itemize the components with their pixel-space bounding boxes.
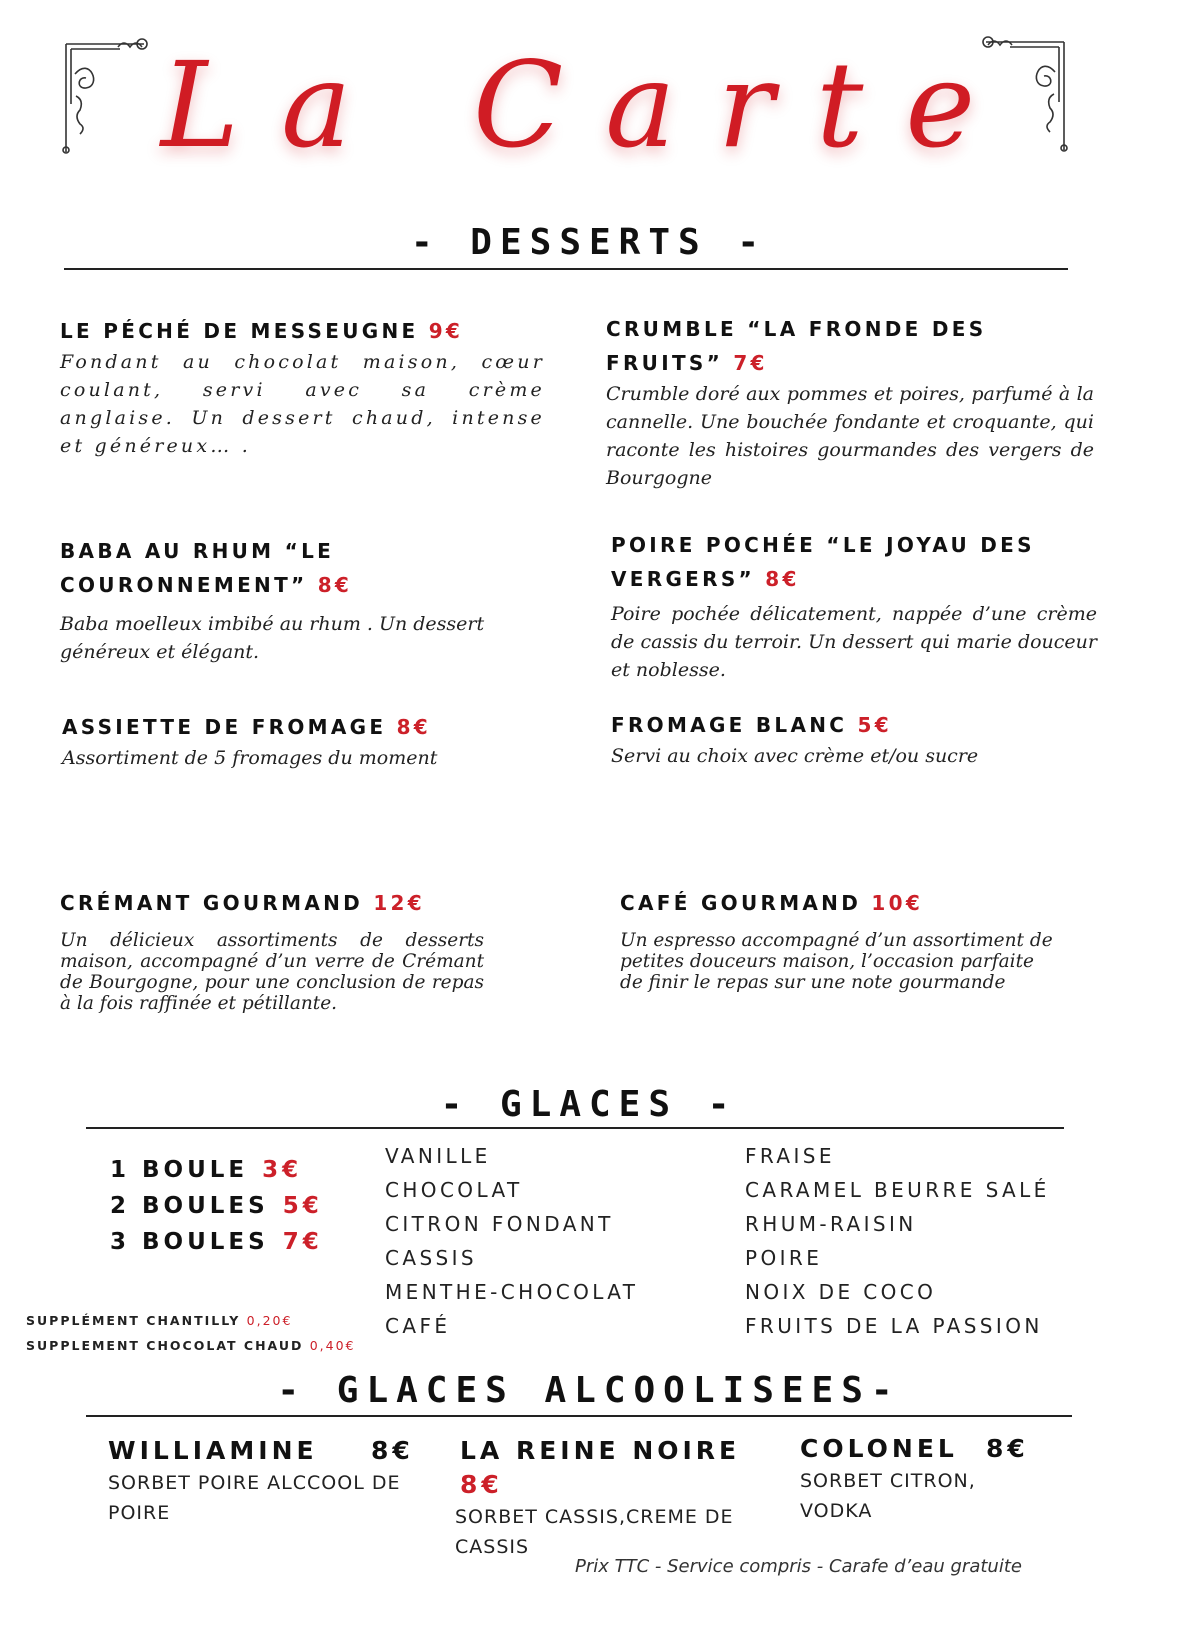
section-title-glaces: - GLACES - xyxy=(440,1084,738,1125)
flavor-item: CITRON FONDANT xyxy=(385,1212,614,1236)
alcohol-ice-price: 8€ xyxy=(986,1434,1029,1463)
boule-price: 5€ xyxy=(282,1193,323,1219)
dessert-name: CRÉMANT GOURMAND 12€ xyxy=(60,891,425,915)
alcohol-ice-name: COLONEL xyxy=(800,1434,958,1463)
flavor-item: FRAISE xyxy=(745,1144,835,1168)
alcohol-ice-item xyxy=(455,1434,760,1562)
supplement-list xyxy=(26,1308,356,1358)
flavor-item: NOIX DE COCO xyxy=(745,1280,937,1304)
alcohol-ice-price: 8€ xyxy=(371,1436,414,1465)
dessert-name: POIRE POCHÉE “LE JOYAU DES VERGERS” 8€ xyxy=(611,533,1035,591)
dessert-item xyxy=(62,710,542,772)
boule-option: 3 BOULES 7€ xyxy=(110,1224,323,1260)
flavor-item: FRUITS DE LA PASSION xyxy=(745,1314,1043,1338)
boule-price: 3€ xyxy=(262,1157,303,1183)
dessert-item xyxy=(60,886,484,1014)
alcohol-ice-name: LA REINE NOIRE 8€ xyxy=(460,1436,741,1499)
supplement-item: SUPPLÉMENT CHANTILLY 0,20€ xyxy=(26,1313,293,1328)
dessert-item xyxy=(620,886,1060,993)
dessert-item xyxy=(60,534,550,666)
flavor-list-left xyxy=(385,1139,638,1343)
dessert-name: CRUMBLE “LA FRONDE DES FRUITS” 7€ xyxy=(606,317,987,375)
alcohol-ice-item xyxy=(108,1434,414,1528)
alcohol-ice-price: 8€ xyxy=(460,1470,503,1499)
dessert-name: CAFÉ GOURMAND 10€ xyxy=(620,891,924,915)
page-title: La Carte xyxy=(160,36,1018,174)
dessert-price: 10€ xyxy=(871,891,924,915)
dessert-description: Un délicieux assortiments de desserts maison, accompagné d’un verre de Crémant de Bourgogne, pour une conclusion de repas à la fois raffinée et pétillante. xyxy=(60,930,484,1014)
dessert-description: Un espresso accompagné d’un assortiment de petites douceurs maison, l’occasion parfaite de finir le repas sur une note gourmande xyxy=(620,930,1053,993)
alcohol-ice-description: SORBET POIRE ALCCOOL DE POIRE xyxy=(108,1472,401,1524)
divider xyxy=(86,1127,1064,1129)
dessert-name: FROMAGE BLANC 5€ xyxy=(611,713,892,737)
dessert-item xyxy=(606,312,1094,492)
flavor-list-right xyxy=(745,1139,1050,1343)
dessert-item xyxy=(611,708,1097,770)
dessert-name: ASSIETTE DE FROMAGE 8€ xyxy=(62,715,432,739)
dessert-price: 8€ xyxy=(765,567,800,591)
dessert-description: Servi au choix avec crème et/ou sucre xyxy=(611,745,979,767)
dessert-description: Fondant au chocolat maison, cœur coulant, servi avec sa crème anglaise. Un dessert chaud, intense et généreux… . xyxy=(60,351,545,457)
flavor-item: CHOCOLAT xyxy=(385,1178,523,1202)
dessert-price: 12€ xyxy=(373,891,425,915)
dessert-price: 8€ xyxy=(396,715,432,739)
dessert-description: Baba moelleux imbibé au rhum . Un dessert généreux et élégant. xyxy=(60,613,485,663)
footer-note: Prix TTC - Service compris - Carafe d’eau gratuite xyxy=(575,1556,1022,1577)
flavor-item: CASSIS xyxy=(385,1246,478,1270)
boule-option: 2 BOULES 5€ xyxy=(110,1188,323,1224)
dessert-price: 8€ xyxy=(317,573,353,597)
alcohol-ice-name: WILLIAMINE xyxy=(108,1436,318,1465)
flavor-item: CAFÉ xyxy=(385,1314,451,1338)
flavor-item: VANILLE xyxy=(385,1144,491,1168)
divider xyxy=(86,1415,1072,1417)
flavor-item: CARAMEL BEURRE SALÉ xyxy=(745,1178,1050,1202)
alcohol-ice-description: SORBET CASSIS,CREME DE CASSIS xyxy=(455,1506,734,1558)
section-title-glaces-alcoolisees: - GLACES ALCOOLISEES- xyxy=(277,1370,901,1411)
dessert-description: Crumble doré aux pommes et poires, parfumé à la cannelle. Une bouchée fondante et croquante, qui raconte les histoires gourmandes des vergers de Bourgogne xyxy=(606,383,1094,489)
flavor-item: MENTHE-CHOCOLAT xyxy=(385,1280,639,1304)
dessert-price: 7€ xyxy=(733,351,768,375)
dessert-item xyxy=(611,528,1097,684)
section-title-desserts: - DESSERTS - xyxy=(410,222,768,263)
dessert-name: LE PÉCHÉ DE MESSEUGNE 9€ xyxy=(60,319,464,343)
dessert-name: BABA AU RHUM “LE COURONNEMENT” 8€ xyxy=(60,539,353,597)
divider xyxy=(64,268,1068,270)
boule-price: 7€ xyxy=(282,1229,323,1255)
dessert-item xyxy=(60,314,545,460)
flavor-item: POIRE xyxy=(745,1246,823,1270)
supplement-price: 0,40€ xyxy=(309,1338,356,1353)
dessert-price: 5€ xyxy=(857,713,892,737)
dessert-description: Poire pochée délicatement, nappée d’une crème de cassis du terroir. Un dessert qui marie douceur et noblesse. xyxy=(611,603,1097,681)
alcohol-ice-item xyxy=(800,1432,1040,1526)
alcohol-ice-description: SORBET CITRON, VODKA xyxy=(800,1470,976,1522)
supplement-price: 0,20€ xyxy=(246,1313,293,1328)
flavor-item: RHUM-RAISIN xyxy=(745,1212,917,1236)
supplement-item: SUPPLEMENT CHOCOLAT CHAUD 0,40€ xyxy=(26,1338,356,1353)
dessert-description: Assortiment de 5 fromages du moment xyxy=(62,747,438,769)
boule-option: 1 BOULE 3€ xyxy=(110,1152,323,1188)
boule-list xyxy=(110,1152,323,1260)
dessert-price: 9€ xyxy=(428,319,464,343)
